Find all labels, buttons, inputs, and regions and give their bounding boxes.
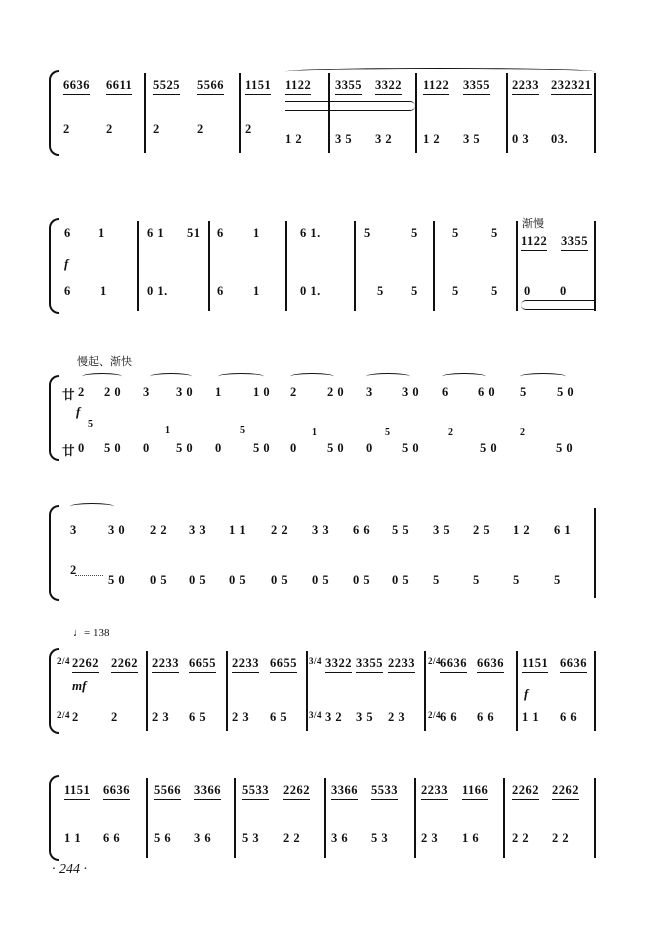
barline (146, 651, 148, 731)
note-group: 2 3 (232, 710, 250, 724)
diminuendo-hairpin (521, 300, 594, 310)
note-group: 6 5 (270, 710, 288, 724)
note-group: 3366 (331, 783, 358, 800)
note-group: 6636 (477, 656, 504, 673)
note-group: 5533 (242, 783, 269, 800)
note-group: 5533 (371, 783, 398, 800)
note-group: 1 2 (513, 523, 531, 537)
note-group: 3 5 (356, 710, 374, 724)
note-group: 1151 (522, 656, 548, 673)
note-group: 2 0 (327, 385, 345, 399)
note-group: 0 (560, 284, 567, 298)
note-group: 0 3 (512, 132, 530, 146)
note-group: 1122 (521, 234, 547, 251)
note-group: 5 0 (557, 385, 575, 399)
tempo-mark: ♩= 138 (73, 627, 110, 639)
note-group: 5 0 (253, 441, 271, 455)
note-group: 5566 (197, 78, 224, 95)
note-group: 5 (364, 226, 371, 240)
barline (506, 73, 508, 153)
grace-note: 1 (312, 427, 318, 438)
time-signature: 2/4 (428, 656, 442, 666)
grace-note: 2 (520, 427, 526, 438)
note-group: 3 (70, 523, 77, 537)
note-group: 2 3 (388, 710, 406, 724)
slow-then-faster-mark: 慢起、渐快 (77, 355, 132, 368)
note-group: 0 1. (147, 284, 168, 298)
note-group: 0 5 (229, 573, 247, 587)
note-group: 1 1 (522, 710, 540, 724)
note-group: 5 0 (556, 441, 574, 455)
tie (442, 373, 486, 380)
note-group: 6636 (560, 656, 587, 673)
note-group: 1 (253, 226, 260, 240)
note-group: 5 (377, 284, 384, 298)
note-group: 廿 (62, 444, 76, 458)
note-group: 6 6 (560, 710, 578, 724)
tie (520, 373, 566, 380)
note-group: 3 0 (402, 385, 420, 399)
note-group: 1122 (423, 78, 449, 95)
note-group: 2262 (552, 783, 579, 800)
note-group: 1 6 (462, 831, 480, 845)
note-group: 3 5 (463, 132, 481, 146)
note-group: 1 2 (285, 132, 303, 146)
note-group: 5 (513, 573, 520, 587)
time-signature: 2/4 (57, 656, 71, 666)
note-group: 3355 (335, 78, 362, 95)
note-group: 2262 (72, 656, 99, 673)
note-group: 6655 (270, 656, 297, 673)
barline (594, 73, 596, 153)
note-group: 2 (290, 385, 297, 399)
note-group: 1 0 (253, 385, 271, 399)
note-group: 2 (63, 122, 70, 136)
system-brace (49, 505, 59, 601)
note-group: 6 6 (353, 523, 371, 537)
note-group: 廿 (62, 388, 76, 402)
note-group: 2262 (283, 783, 310, 800)
note-group: 2233 (421, 783, 448, 800)
note-group: 1122 (285, 78, 311, 95)
note-group: 2 2 (150, 523, 168, 537)
barline (415, 73, 417, 153)
note-group: 2233 (388, 656, 415, 673)
note-group: 1 1 (229, 523, 247, 537)
barline (354, 221, 356, 311)
time-signature: 2/4 (428, 710, 442, 720)
note-group: 2233 (232, 656, 259, 673)
note-group: 3366 (194, 783, 221, 800)
note-group: 3 (143, 385, 150, 399)
phrase-slur (285, 68, 595, 75)
dynamic-f: f (64, 256, 69, 271)
note-group: 6 (442, 385, 449, 399)
note-group: 2 (111, 710, 118, 724)
note-group: 6 1 (554, 523, 572, 537)
note-group: 5 0 (176, 441, 194, 455)
note-group: 1 1 (64, 831, 82, 845)
system-6 (0, 775, 655, 865)
tie (290, 373, 334, 380)
note-group: 3 2 (375, 132, 393, 146)
system-brace (49, 70, 59, 156)
note-group: 6 (217, 284, 224, 298)
note-group: 3355 (463, 78, 490, 95)
time-signature: 3/4 (309, 710, 323, 720)
note-group: 2 (70, 563, 77, 577)
note-group: 6 5 (189, 710, 207, 724)
time-signature: 3/4 (309, 656, 323, 666)
note-group: 0 (143, 441, 150, 455)
barline (594, 221, 596, 311)
note-group: 2262 (512, 783, 539, 800)
note-group: 5 3 (371, 831, 389, 845)
note-group: 6 (217, 226, 224, 240)
barline (226, 651, 228, 731)
note-group: 3 (366, 385, 373, 399)
barline (306, 651, 308, 731)
note-group: 2 (197, 122, 204, 136)
note-group: 1151 (64, 783, 90, 800)
note-group: 6636 (440, 656, 467, 673)
note-group: 1166 (462, 783, 488, 800)
barline (414, 778, 416, 858)
note-group: 3 6 (331, 831, 349, 845)
tie (366, 373, 410, 380)
system-4 (0, 505, 655, 605)
system-2 (0, 218, 655, 318)
barline (424, 651, 426, 731)
note-group: 3 6 (194, 831, 212, 845)
note-group: 3 5 (433, 523, 451, 537)
note-group: 5 6 (154, 831, 172, 845)
note-group: 5 0 (108, 573, 126, 587)
dynamic-mf: mf (72, 678, 87, 693)
note-group: 3322 (325, 656, 352, 673)
barline (285, 221, 287, 311)
note-group: 0 (78, 441, 85, 455)
note-group: 6636 (103, 783, 130, 800)
gradual-slow-mark: 渐慢 (522, 217, 544, 230)
barline (433, 221, 435, 311)
note-group: 232321 (551, 78, 592, 95)
note-group: 5 (452, 226, 459, 240)
note-group: 6 1 (147, 226, 165, 240)
crescendo-hairpin (285, 101, 415, 111)
note-group: 5566 (154, 783, 181, 800)
note-group: 6 (64, 284, 71, 298)
note-group: 6 0 (478, 385, 496, 399)
barline (239, 73, 241, 153)
note-group: 2 (72, 710, 79, 724)
system-5 (0, 648, 655, 738)
note-group: 3355 (561, 234, 588, 251)
dynamic-f: f (524, 686, 529, 701)
note-group: 0 5 (271, 573, 289, 587)
note-group: 5 3 (242, 831, 260, 845)
note-group: 1 (253, 284, 260, 298)
note-group: 51 (187, 226, 201, 240)
note-group: 5 (433, 573, 440, 587)
note-group: 2 3 (421, 831, 439, 845)
note-group: 3355 (356, 656, 383, 673)
barline (208, 221, 210, 311)
barline (594, 651, 596, 731)
note-group: 6611 (106, 78, 132, 95)
note-group: 2 (153, 122, 160, 136)
barline (324, 778, 326, 858)
note-group: 5 0 (402, 441, 420, 455)
note-group: 5 (411, 226, 418, 240)
note-group: 6655 (189, 656, 216, 673)
note-group: 0 1. (300, 284, 321, 298)
time-signature: 2/4 (57, 710, 71, 720)
barline (234, 778, 236, 858)
system-brace (49, 218, 59, 314)
barline (594, 508, 596, 598)
note-group: 3 0 (176, 385, 194, 399)
barline (146, 778, 148, 858)
tie (150, 373, 192, 380)
note-group: 5 (520, 385, 527, 399)
note-group: 1 (98, 226, 105, 240)
barline (594, 778, 596, 858)
note-group: 5 5 (392, 523, 410, 537)
note-group: 2 2 (552, 831, 570, 845)
note-group: 2 (78, 385, 85, 399)
note-group: 2 2 (512, 831, 530, 845)
note-group: 1 2 (423, 132, 441, 146)
tie (218, 373, 264, 380)
note-group: 5 0 (480, 441, 498, 455)
note-group: 2 3 (152, 710, 170, 724)
note-group: 6 1. (300, 226, 321, 240)
barline (144, 73, 146, 153)
note-group: 2 0 (104, 385, 122, 399)
system-brace (49, 775, 59, 861)
note-group: 6 6 (440, 710, 458, 724)
note-group: 6636 (63, 78, 90, 95)
note-group: 2 5 (473, 523, 491, 537)
note-group: 2 (106, 122, 113, 136)
note-group: 5 0 (327, 441, 345, 455)
barline (503, 778, 505, 858)
note-group: 2262 (111, 656, 138, 673)
system-3 (0, 375, 655, 465)
note-group: 0 (524, 284, 531, 298)
grace-note: 5 (88, 419, 94, 430)
note-group: 3 5 (335, 132, 353, 146)
note-group: 2 2 (271, 523, 289, 537)
barline (137, 221, 139, 311)
note-group: 5525 (153, 78, 180, 95)
note-group: 3 0 (108, 523, 126, 537)
grace-note: 5 (240, 425, 246, 436)
dynamic-f: f (76, 404, 81, 419)
grace-note: 2 (448, 427, 454, 438)
grace-line (75, 575, 103, 576)
note-group: 5 (452, 284, 459, 298)
note-group: 0 5 (312, 573, 330, 587)
note-group: 0 (366, 441, 373, 455)
note-group: 2 2 (283, 831, 301, 845)
note-group: 0 5 (150, 573, 168, 587)
note-group: 6 (64, 226, 71, 240)
note-group: 3 3 (312, 523, 330, 537)
note-group: 0 5 (392, 573, 410, 587)
note-group: 5 0 (104, 441, 122, 455)
barline (516, 221, 518, 311)
note-group: 2 (245, 122, 252, 136)
note-group: 2233 (152, 656, 179, 673)
note-group: 3 3 (189, 523, 207, 537)
note-group: 5 (473, 573, 480, 587)
note-group: 0 (290, 441, 297, 455)
tie (82, 373, 122, 380)
system-1 (0, 70, 655, 160)
note-group: 3322 (375, 78, 402, 95)
note-group: 1 (215, 385, 222, 399)
note-group: 5 (491, 226, 498, 240)
note-group: 0 5 (189, 573, 207, 587)
note-group: 5 (554, 573, 561, 587)
note-group: 5 (411, 284, 418, 298)
note-group: 2233 (512, 78, 539, 95)
tie (70, 503, 114, 510)
grace-note: 1 (165, 425, 171, 436)
note-group: 3 2 (325, 710, 343, 724)
note-group: 0 5 (353, 573, 371, 587)
note-group: 0 (215, 441, 222, 455)
note-group: 6 6 (477, 710, 495, 724)
page-number: · 244 · (52, 862, 87, 877)
barline (516, 651, 518, 731)
grace-note: 5 (385, 427, 391, 438)
note-group: 5 (491, 284, 498, 298)
system-brace (49, 375, 59, 461)
barline (328, 73, 330, 153)
note-group: 6 6 (103, 831, 121, 845)
note-group: 03. (551, 132, 569, 146)
note-group: 1151 (245, 78, 271, 95)
note-group: 1 (100, 284, 107, 298)
